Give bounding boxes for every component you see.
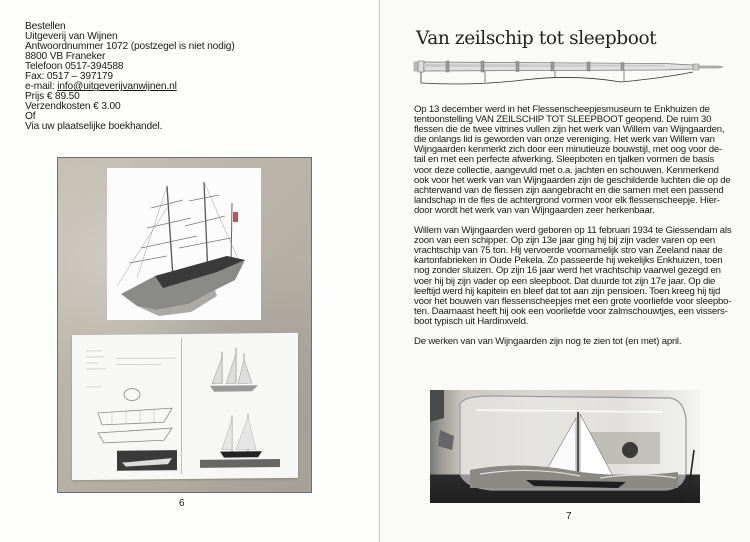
text-line: landschap in de fles de achtergrond vormen voor elk flessenscheepje. Hier- (414, 194, 720, 206)
text-line: door wordt het werk van van Wijngaarden zeer herkenbaar. (414, 204, 655, 216)
email-link[interactable]: info@uitgeverijvanwijnen.nl (57, 81, 177, 93)
paragraph-intro (414, 105, 734, 216)
text-line: De werken van van Wijngaarden zijn nog te zien tot (en met) april. (414, 335, 682, 347)
text-line: tentoonstelling VAN ZEILSCHIP TOT SLEEPBOOT geopend. De ruim 30 (414, 114, 712, 126)
text-line: leeftijd werd hij kapitein en bleef dat tot aan zijn pensioen. Toen kreeg hij tijd (414, 285, 721, 297)
email-label: e-mail: (25, 81, 58, 93)
text-line: flessen die de twee vitrines vullen zijn het werk van Willem van Wijngaarden, (414, 124, 725, 136)
bookstore-text: Via uw plaatselijke boekhandel. (25, 121, 163, 133)
text-line: die onlangs lid is geworden van onze vereniging. Het werk van Willem van (414, 134, 715, 146)
text-line: nog zonder sluizen. Op zijn 16 jaar werd het vrachtschip vaarwel gezegd en (414, 265, 721, 277)
ship-in-bottle-icon (430, 390, 700, 503)
ship-drawings-icon (72, 333, 298, 480)
paragraph-closing (414, 337, 734, 347)
ship-in-bottle-image (430, 390, 700, 503)
text-line: achterwand van de flessen zijn aangebracht en die samen met een passend (414, 184, 724, 196)
or-text: Of (25, 111, 36, 123)
order-info-block (25, 22, 345, 133)
text-line: zoon van een schipper. Op zijn 13e jaar ging hij bij zijn vader varen op een (414, 235, 716, 247)
text-line: Willem van Wijngaarden werd geboren op 11 februari 1934 te Giessendam als (414, 225, 732, 237)
publisher-name: Uitgeverij van Wijnen (25, 31, 118, 43)
text-line: voer hij bij zijn vader op een sleepboot. Dat duurde tot zijn 17e jaar. Op die (414, 275, 716, 287)
text-line: Wijngaarden kenmerkt zich door een minutieuze bouwstijl, met oog voor de- (414, 144, 723, 156)
open-book-spread-image (72, 333, 298, 480)
order-heading: Bestellen (25, 21, 66, 32)
text-line: vrachtschip van 75 ton. Hij vervoerde voornamelijk stro van Zeeland naar de (414, 245, 723, 257)
text-line: kartonfabrieken in Oude Pekela. Zo passeerde hij wekelijks Enkhuizen, toen (414, 255, 723, 267)
paragraph-biography (414, 226, 734, 327)
fax-number: Fax: 0517 – 397179 (25, 71, 113, 83)
phone-number: Telefoon 0517-394588 (25, 61, 124, 73)
book-photo (57, 157, 312, 493)
page-number-right: 7 (566, 511, 572, 522)
three-masted-ship-icon (107, 168, 261, 320)
text-line: tail en met een perfecte afwerking. Sleepboten en tjalken vormen de basis (414, 154, 715, 166)
shipping-cost: Verzendkosten € 3.00 (25, 101, 121, 113)
text-line: Op 13 december werd in het Flessenscheepjesmuseum te Enkhuizen de (414, 104, 710, 115)
mast-illustration-icon (413, 56, 733, 90)
article-title: Van zeilschip tot sleepboot (416, 28, 657, 49)
ship-model-cover-image (107, 168, 261, 320)
price: Prijs € 89.50 (25, 91, 80, 103)
text-line: voor het bouwen van flessenscheepjes met een grote voorliefde voor sleepbo- (414, 295, 732, 307)
text-line: ten. Daarnaast heeft hij ook een voorliefde voor zalmschouwtjes, een vissers- (414, 305, 728, 317)
postal-city: 8800 VB Franeker (25, 51, 106, 63)
article-body (414, 105, 734, 357)
reply-number: Antwoordnummer 1072 (postzegel is niet nodig) (25, 41, 235, 53)
text-line: boot typisch uit Hardinxveld. (414, 315, 529, 327)
page-number-left: 6 (179, 498, 185, 509)
text-line: ook voor het werk van van Wijngaarden zijn de geschilderde luchten die op de (414, 174, 731, 186)
text-line: voor deze collectie, aangevuld met o.a. jachten en schouwen. Kenmerkend (414, 164, 719, 176)
